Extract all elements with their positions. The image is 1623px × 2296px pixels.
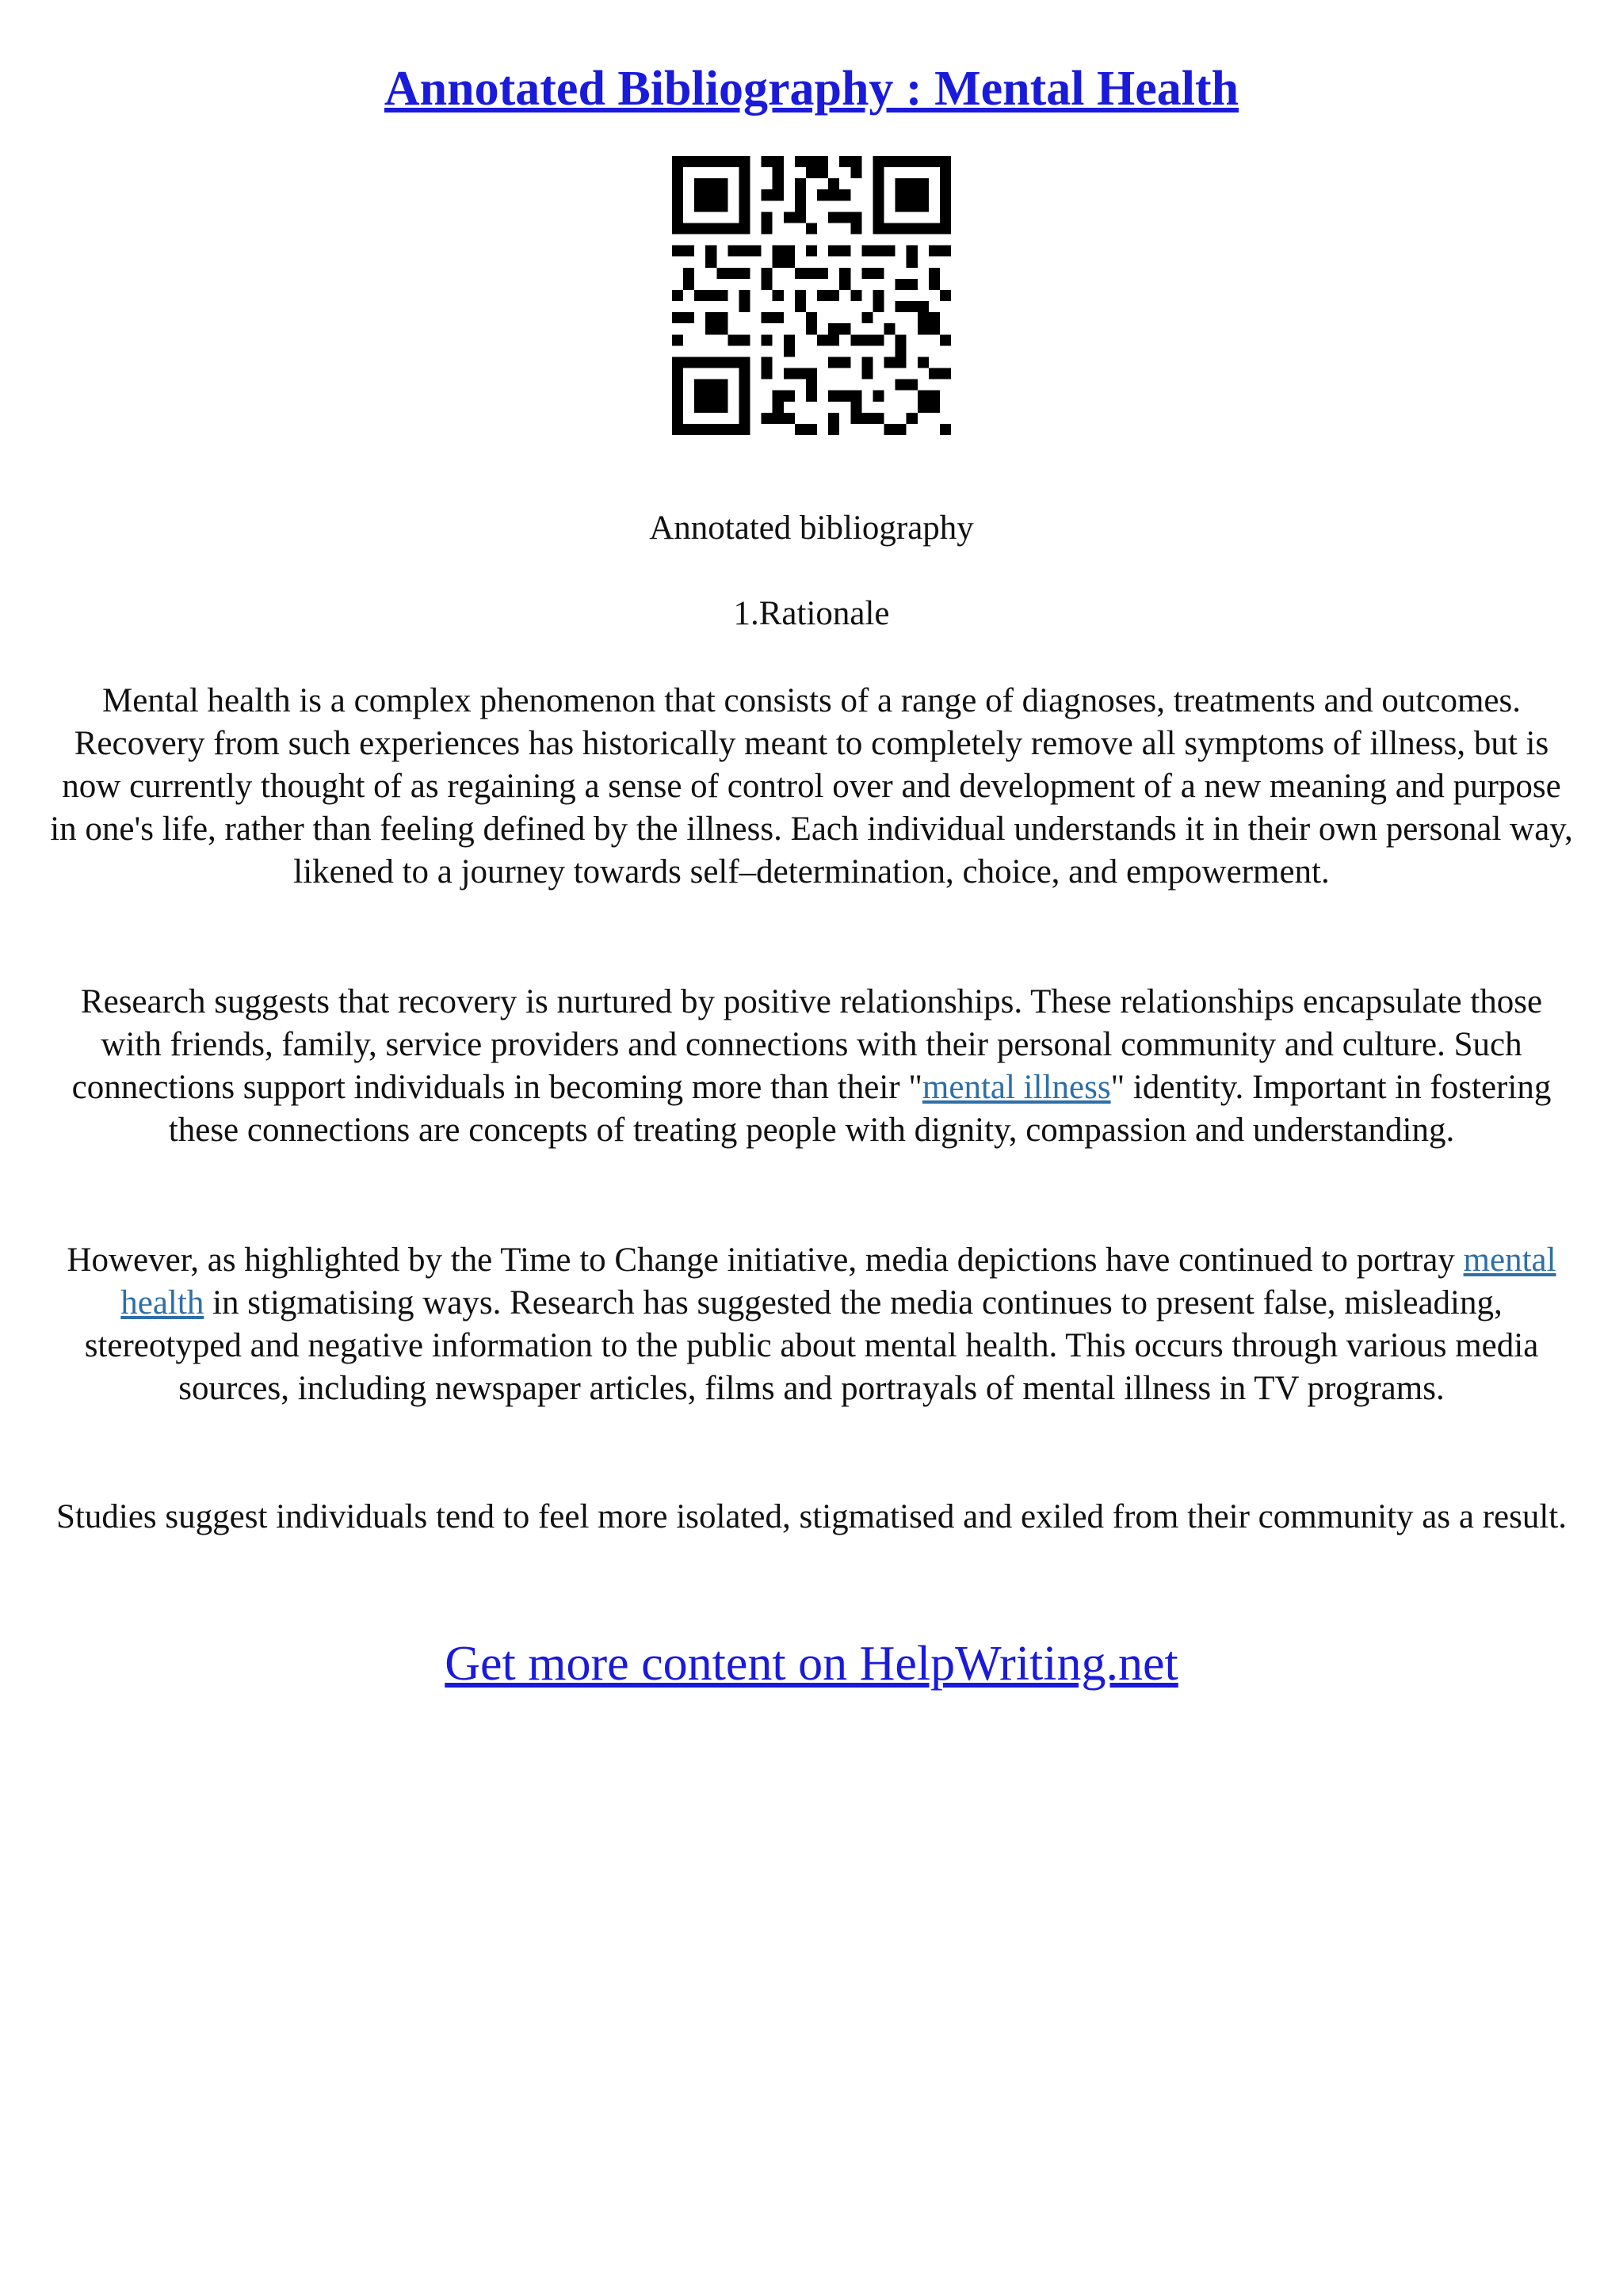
title-link[interactable]: Annotated Bibliography : Mental Health	[384, 62, 1239, 116]
helpwriting-link[interactable]: Get more content on HelpWriting.net	[445, 1637, 1178, 1691]
qr-code-image	[672, 156, 951, 435]
paragraph-text: Research suggests that recovery is nurtured by positive relationships. These relationships encapsulate those with friends, family, service providers and connections with their personal community and culture. Such connections support individuals in becoming more than their "	[71, 983, 1543, 1106]
paragraph-text: in stigmatising ways. Research has suggested the media continues to present false, misleading, stereotyped and negative information to the public about mental health. This occurs through various media sources, including newspaper articles, films and portrayals of mental illness in TV programs.	[84, 1284, 1539, 1407]
cta-line	[0, 1632, 1623, 1695]
subheading: Annotated bibliography	[649, 509, 974, 547]
paragraph-media	[48, 1239, 1575, 1410]
paragraph-rationale: Mental health is a complex phenomenon that consists of a range of diagnoses, treatments and outcomes. Recovery from such experiences has historically meant to completely remove all symptoms of illness, but is now currently thought of as regaining a sense of control over and development of a new meaning and purpose in one's life, rather than feeling defined by the illness. Each individual understands it in their own personal way, likened to a journey towards self–determination, choice, and empowerment.	[50, 682, 1573, 891]
section-heading: 1.Rationale	[733, 595, 890, 632]
paragraph-isolation: Studies suggest individuals tend to feel more isolated, stigmatised and exiled from their community as a result.	[56, 1498, 1567, 1535]
paragraph-text: " identity. Important in fostering these connections are concepts of treating people with dignity, compassion and understanding.	[168, 1069, 1552, 1149]
paragraph-text: However, as highlighted by the Time to Change initiative, media depictions have continued to portray	[67, 1241, 1464, 1279]
qr-code-graphic	[672, 156, 951, 435]
mental-illness-link[interactable]: mental illness	[922, 1069, 1111, 1106]
page-title	[0, 57, 1623, 120]
mental-health-link[interactable]: mental health	[120, 1241, 1556, 1322]
paragraph-relationships	[48, 981, 1575, 1152]
